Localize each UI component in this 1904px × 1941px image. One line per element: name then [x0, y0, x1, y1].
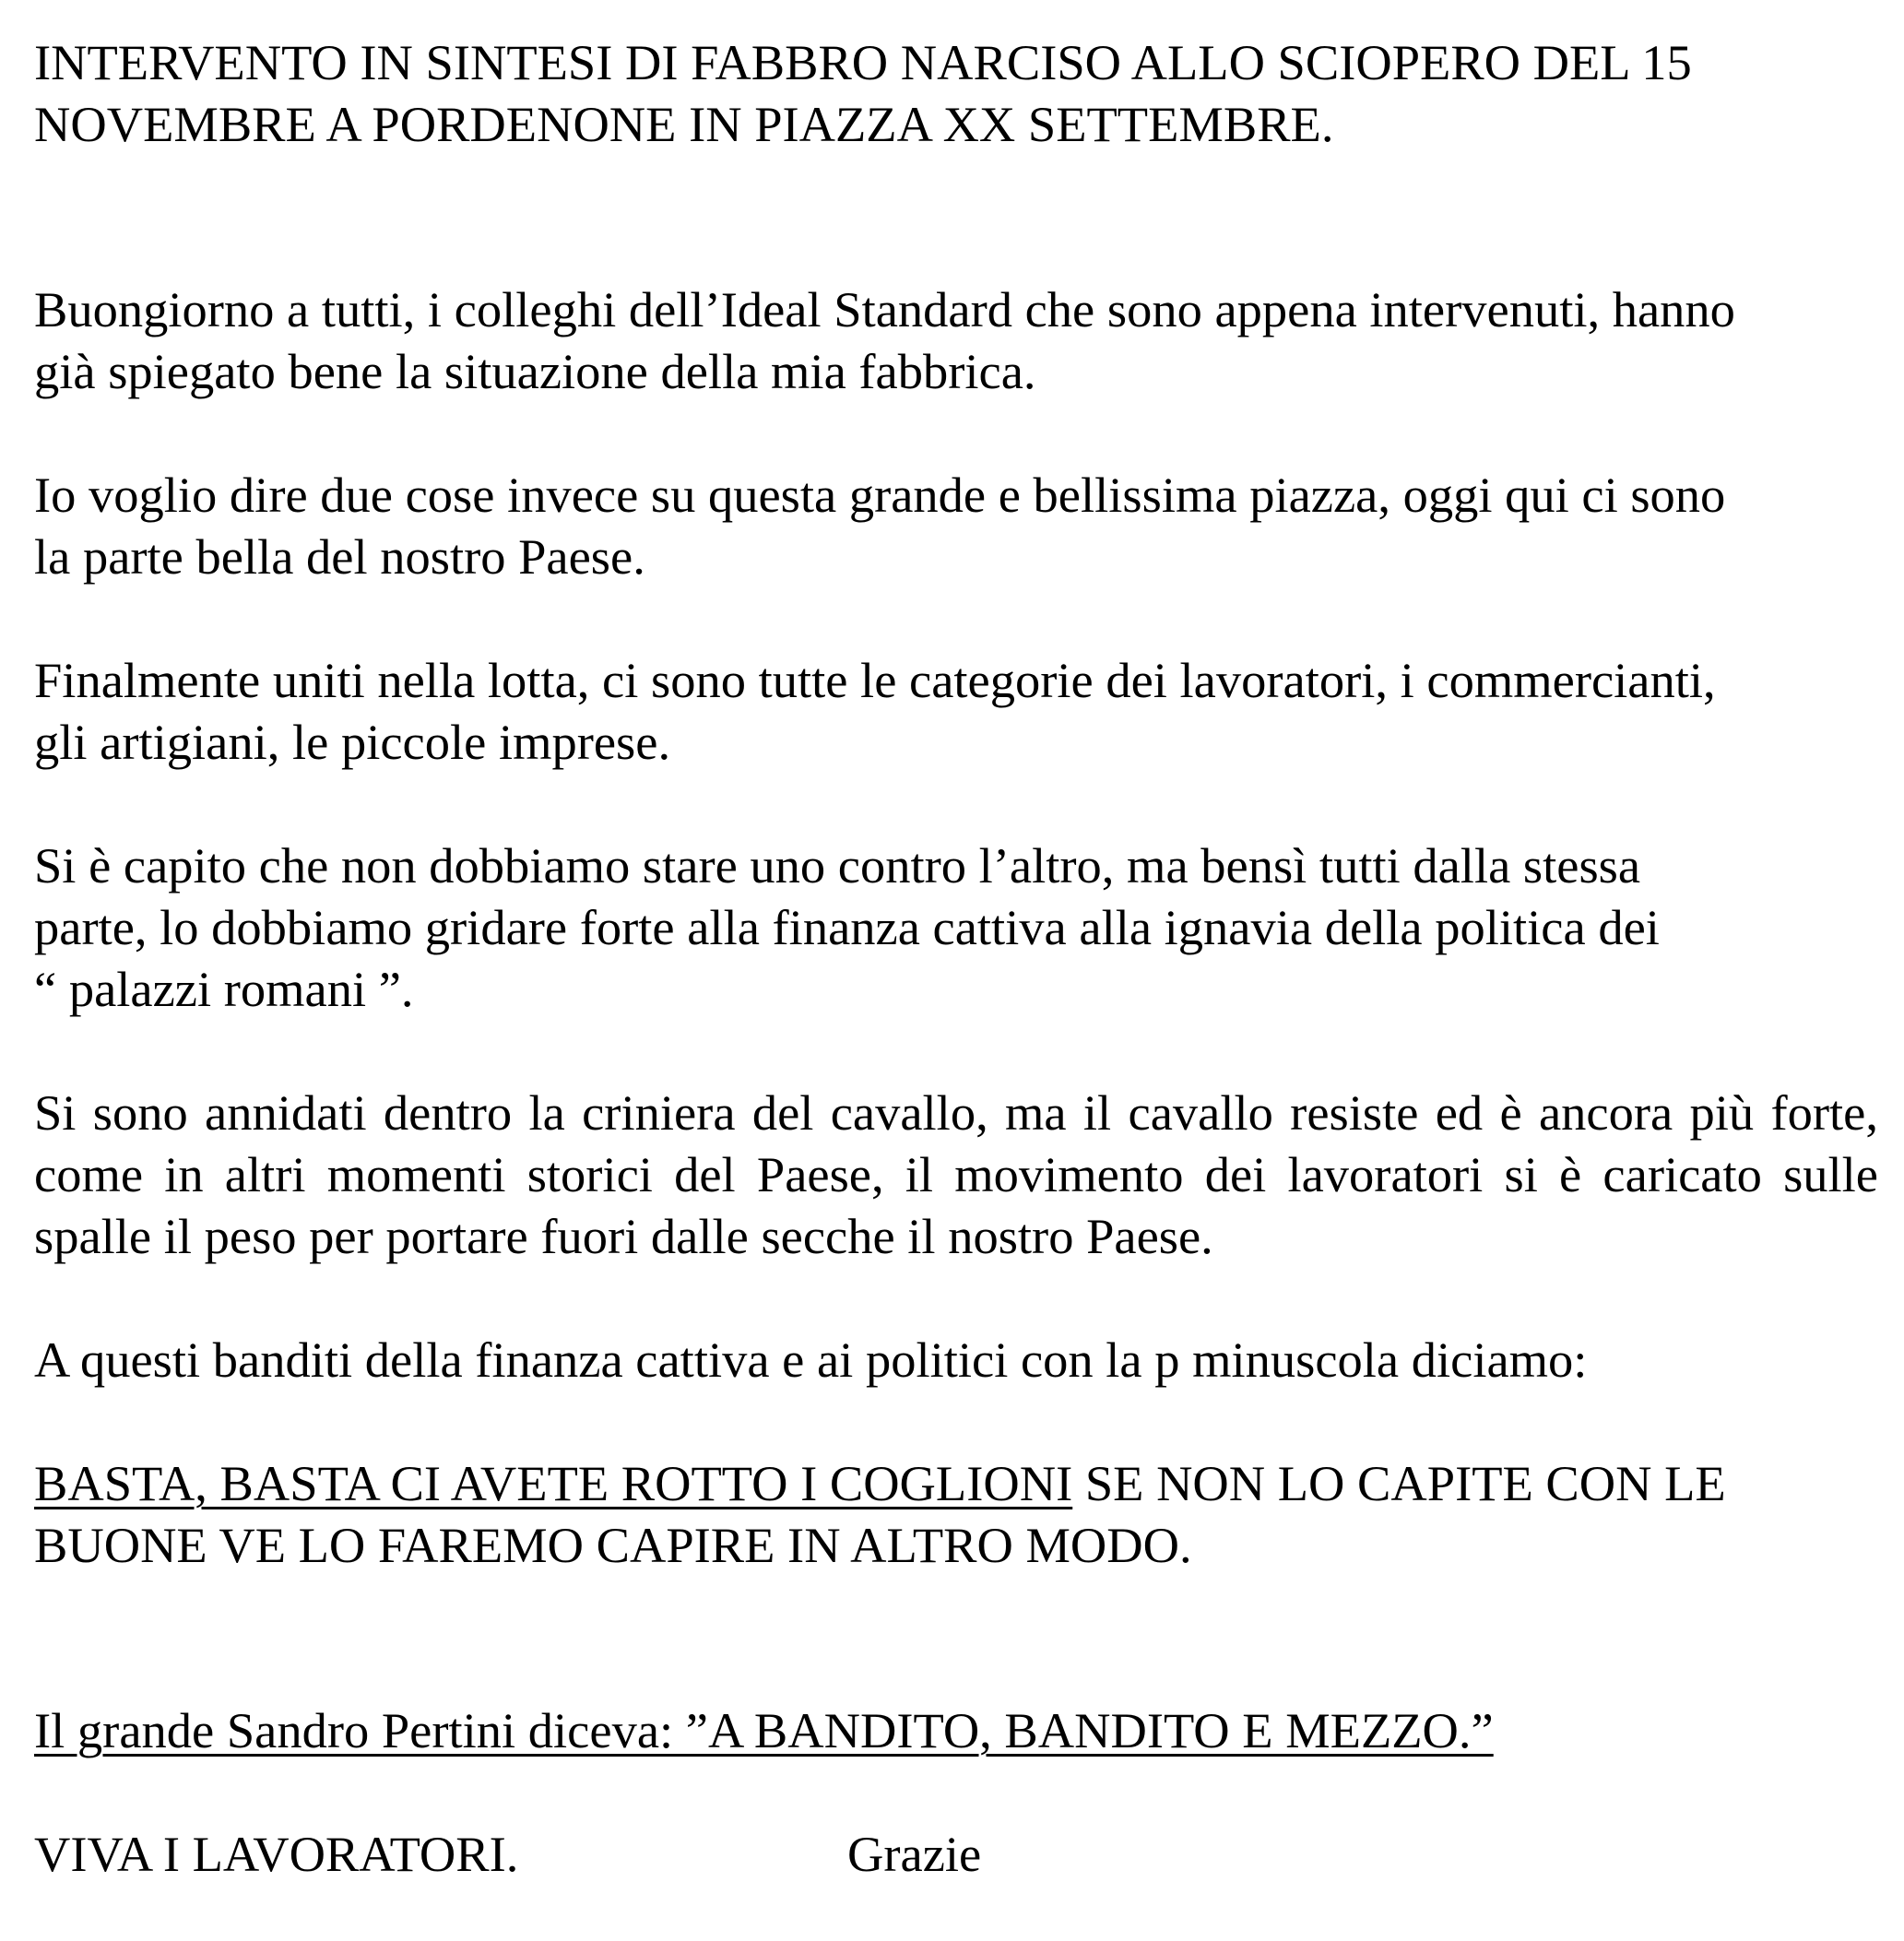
closing-slogan: VIVA I LAVORATORI. — [34, 1826, 519, 1882]
shout-rest: SE NON LO CAPITE CON LE — [1072, 1455, 1726, 1511]
title-line: NOVEMBRE A PORDENONE IN PIAZZA XX SETTEMBRE. — [34, 96, 1334, 152]
text-line: gli artigiani, le piccole imprese. — [34, 714, 671, 770]
paragraph-greeting — [34, 278, 1878, 402]
text-line: A questi banditi della finanza cattiva e ai politici con la p minuscola diciamo: — [34, 1331, 1588, 1388]
closing-thanks: Grazie — [847, 1826, 982, 1882]
text-line: parte, lo dobbiamo gridare forte alla finanza cattiva alla ignavia della politica dei — [34, 899, 1660, 955]
text-line: la parte bella del nostro Paese. — [34, 528, 645, 585]
paragraph-quote — [34, 1699, 1878, 1761]
text-line: Finalmente uniti nella lotta, ci sono tutte le categorie dei lavoratori, i commercianti, — [34, 652, 1716, 708]
closing-line — [34, 1823, 1878, 1885]
shout-line: BUONE VE LO FAREMO CAPIRE IN ALTRO MODO. — [34, 1517, 1192, 1573]
document-title — [34, 31, 1878, 155]
text-line: Io voglio dire due cose invece su questa grande e bellissima piazza, oggi qui ci sono — [34, 467, 1726, 523]
paragraph-united — [34, 649, 1878, 773]
text-line: Buongiorno a tutti, i colleghi dell’Ideal Standard che sono appena intervenuti, hanno — [34, 281, 1735, 337]
paragraph-horse: Si sono annidati dentro la criniera del cavallo, ma il cavallo resiste ed è ancora più forte, come in altri momenti storici del Paese, il movimento dei lavoratori si è caricato sulle spalle il peso per portare fuori dalle secche il nostro Paese. — [34, 1084, 1878, 1264]
text-line: già spiegato bene la situazione della mia fabbrica. — [34, 343, 1036, 399]
paragraph-square — [34, 464, 1878, 587]
shout-line — [34, 1452, 1878, 1514]
quote-line: Il grande Sandro Pertini diceva: ”A BANDITO, BANDITO E MEZZO.” — [34, 1702, 1494, 1758]
text-line: “ palazzi romani ”. — [34, 961, 414, 1017]
quote-line-wrapper — [34, 1699, 1878, 1761]
text-line: Si è capito che non dobbiamo stare uno contro l’altro, ma bensì tutti dalla stessa — [34, 837, 1641, 894]
title-line: INTERVENTO IN SINTESI DI FABBRO NARCISO ALLO SCIOPERO DEL 15 — [34, 34, 1692, 90]
paragraph-address — [34, 1329, 1878, 1391]
paragraph-shout — [34, 1452, 1878, 1576]
paragraph-together — [34, 834, 1878, 1020]
shout-underlined: BASTA, BASTA CI AVETE ROTTO I COGLIONI — [34, 1455, 1073, 1511]
document-page — [34, 31, 1878, 1885]
